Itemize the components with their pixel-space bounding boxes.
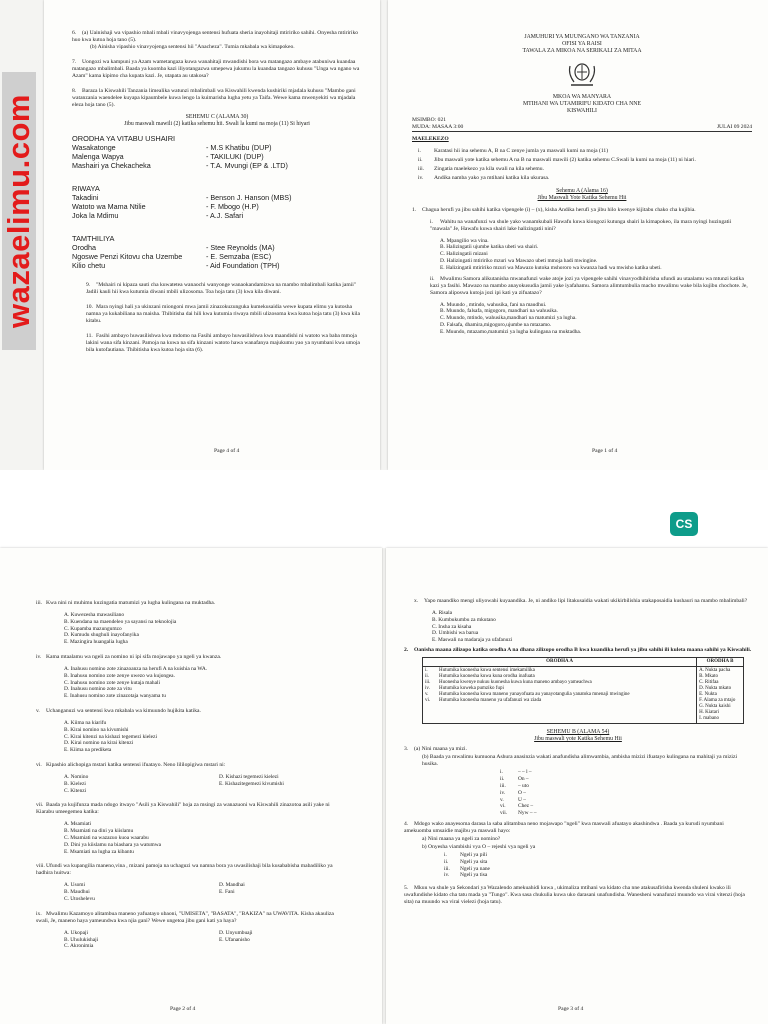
options-list bbox=[36, 930, 346, 950]
option: B. Kumbukumbu za mkutano bbox=[432, 616, 496, 623]
list-item: iv. O – bbox=[500, 789, 526, 796]
option: E. Muundo, mtazamo,matumizi ya lugha kulingana na muktadha. bbox=[440, 328, 582, 335]
instructions-heading: MAELEKEZO bbox=[412, 136, 449, 143]
exam-date: JULAI 09 2024 bbox=[716, 124, 752, 131]
book-row: Malenga Wapya - TAKILUKI (DUP) bbox=[72, 152, 264, 162]
option: A. Mpangilio wa vina. bbox=[440, 237, 489, 244]
option: E. Mazingira huangalia lugha bbox=[64, 639, 128, 646]
list-b-item: B. Mkato bbox=[699, 673, 718, 679]
list-item: iii. – uto bbox=[500, 782, 529, 789]
option: B. Kirai nomino na kivumishi bbox=[64, 726, 129, 733]
option: C. Kupamba mazungumzo bbox=[64, 625, 122, 632]
question-3b: (b) Baada ya mwalimu kumuona Ashura anasinzia wakati anafundisha alimwambia, ambisha mizizi ifuatayo kulingana na mahitaji ya mizizi husika. bbox=[422, 754, 738, 768]
matching-table bbox=[422, 657, 744, 724]
question-6b: (b) Ainisha vipashio vinavyojenga sentensi hii "Anacheza". Tumia mkabala wa kimapokeo. bbox=[90, 44, 295, 50]
option: B. Muundo, falsafa, migogoro, mandhari na wahusika. bbox=[440, 308, 558, 315]
option: E. Kishazitegemezi kivumishi bbox=[219, 780, 284, 787]
option: D. Unyumbuaji bbox=[219, 929, 253, 936]
list-b-item: I. mabano bbox=[699, 715, 720, 721]
table-header-a: ORODHA A bbox=[423, 657, 697, 666]
book-row: Wasakatonge - M.S Khatibu (DUP) bbox=[72, 143, 272, 153]
instruction-item: iv. Andika namba yako ya mtihani katika kila ukurasa. bbox=[418, 175, 550, 182]
book-row: Joka la Mdimu - A.J. Safari bbox=[72, 211, 244, 221]
table-row: vi. Hutumika kuonesha maneno ya ufafanuzi wa ziada bbox=[425, 697, 542, 703]
question-9: 9. "Mshairi ni kipaza sauti cha kuwatetea wanaochi wanyonge wanaokandamizwa na mambo mbalimbali katika jamii" Jadili kauli hii kwa kutumia diwani mbili ulizosoma. Toa hoja tatu (3) kwa kila diwani. bbox=[86, 282, 357, 296]
section-a-heading: Sehemu A (Alama 16) bbox=[556, 188, 608, 195]
ushairi-heading: ORODHA YA VITABU USHAIRI bbox=[72, 134, 176, 144]
book-row: Orodha - Stee Reynolds (MA) bbox=[72, 243, 275, 253]
option: D. Kirai nomino na kirai kitenzi bbox=[64, 740, 134, 747]
option: D. Halizingatii mtiririko mzuri wa Mawazo ubeti mmoja hadi mwingine. bbox=[440, 258, 598, 265]
header-region: MKOA WA MANYARA bbox=[552, 93, 612, 100]
section-b-heading: SEHEMU B (ALAMA 54) bbox=[546, 728, 610, 735]
options-list bbox=[412, 238, 752, 272]
option: A. Kiima na kiarifu bbox=[64, 719, 107, 726]
option: C. Msamiati na wazazuo kuoa waarabu bbox=[64, 834, 149, 841]
instruction-item: iii. Zingatia maelekezo ya kila swali na kila sehemu. bbox=[418, 166, 544, 173]
section-b-instructions: Jibu maswali yote Katika Sehemu Hii bbox=[534, 736, 622, 743]
option: C. Muundo, mtindo, wahusika,mandhari na matumizi ya lugha. bbox=[440, 315, 577, 322]
list-item: iv. Ngeli ya tisa bbox=[444, 872, 488, 879]
option: A. Nomino bbox=[64, 773, 89, 780]
option: A. Msamiati bbox=[64, 821, 91, 828]
question-8: 8. Baraza la Kiswahili Tanzania limealika watunzi mbalimbali wa Kiswahili kwenda kushiriki mjadala kuhusu "Mambo gani watanzania waendelee kuyapa kipaumbele kuwa lengo la kuimarisha lugha yetu ya Taifa. Wewe kama mwenyekiti wa mjadala eleza hoja tano (5). bbox=[72, 88, 356, 108]
option: A. Inahusu nomino zote zinazoanza na herufi A na kuishia na WA. bbox=[64, 665, 208, 672]
list-b-item: C. Ritifaa bbox=[699, 679, 719, 685]
question-1-vii: vii. Baada ya kujifunza mada ndogo itwayo "Asili ya Kiswahili" hoja za msingi za wanazuoni wa Kiswahili zinazotoa asili yake ni Kiarabu umeegemea katika: bbox=[36, 802, 330, 816]
question-1-iv: iv. Kama mtaalamu wa ngeli za nomino ni ipi sifa mojawapo ya ngeli ya kwanza. bbox=[36, 653, 222, 660]
options-list bbox=[36, 882, 346, 902]
option: C. Utoshelevu bbox=[64, 895, 95, 902]
options-list bbox=[412, 302, 752, 336]
list-item: ii. On – bbox=[500, 776, 529, 783]
option: B. Kuendana na maendeleo ya sayansi na teknolojia bbox=[64, 618, 177, 625]
book-row: Watoto wa Mama Ntilie - F. Mbogo (H.P) bbox=[72, 202, 259, 212]
exam-page-1 bbox=[388, 0, 768, 470]
table-row: v. Hutumika kuonesha kuwa maneno yanayofuata au yanayotangulia yanatoka mnenaji mwingine bbox=[425, 691, 630, 697]
option: D. Dini ya kiislamu na biashara ya watumwa bbox=[64, 841, 162, 848]
question-1-vi: vi. Kipashio alichopiga mstari katika sentensi ifuatayo. Neno lililopigiwa mstari ni: bbox=[36, 761, 226, 768]
option: B. Uhulukishaji bbox=[64, 936, 99, 943]
question-4: 4. Mdogo wako anayesoma darasa la saba alitambua neno mojawapo "ngeli" kwa maswali afuatayo akashindwa . Baada ya kurudi nyumbani amekuomba umsaidie majibu ya maswali hayo: bbox=[404, 820, 724, 834]
exam-meta bbox=[412, 124, 752, 132]
book-row: Ngoswe Penzi Kitovu cha Uzembe - E. Semzaba (ESC) bbox=[72, 252, 272, 262]
question-5: 5. Mkuu wa shule ya Sekondari ya Wazalendo amekuahidi kuwa , ukimaliza mtihani wa kidato cha nne atakusafirisha kwenda shuleni kwako ili uwafundishe kidato cha tatu mada ya "Tungo". Kwa sasa chukulia kuwa uko darasani unafundisha. Wanesheni wanafunzi muundo wa virai vitenzi (hoja sita) na muundo wa virai vielezi (hoja tatu). bbox=[404, 885, 745, 906]
exam-page-3 bbox=[386, 548, 768, 1024]
question-1-i: i. Wahitu na wanafunzi wa shule yako wanamkubali Hawafu kuwa kiongozi kutunga shairi la kimapokeo, ila mara nyingi huzingatii "mawala" Je, Hawafu kuwa shairi lake halizingatii nini? bbox=[430, 218, 732, 232]
list-b-item: H. Kiatari bbox=[699, 709, 720, 715]
option: B. Halizingatii ujumbe katika ubeti wa shairi. bbox=[440, 244, 539, 251]
options-list bbox=[36, 612, 346, 646]
exam-page-4 bbox=[44, 0, 380, 470]
option: C. Inahusu nomino zote zenye kutaja mahali bbox=[64, 679, 160, 686]
section-c-heading: SEHEMU C (ALAMA 30) bbox=[185, 114, 249, 120]
option: A. Ukopaji bbox=[64, 929, 88, 936]
option: E. Kiima na prediketa bbox=[64, 747, 112, 754]
question-1-viii: viii.Ufundi wa kupangilia maneno,vina , mizani pamoja na uchaguzi wa namna bora ya uwasilishaji bila kusababisha mabadiliko ya hadhira huitwa: bbox=[36, 863, 333, 877]
section-a-instructions: Jibu Maswali Yote Katika Sehemu Hii bbox=[537, 195, 627, 202]
option: D. Umbishi wa barua bbox=[432, 630, 479, 637]
question-1-ix: ix. Mwalimu Kazamoyo alitambua maneno yafuatayo ubaoni, "UMISETA", "BASATA", "BAKIZA" na UWAVITA. Kisha akauliza swali, Je, maneno haya yameundwa kwa njia gani? Wewe ungetoa jibu gani kati ya haya? bbox=[36, 910, 334, 924]
header-tamisemi: TAWALA ZA MIKOA NA SERIKALI ZA MITAA bbox=[522, 48, 642, 55]
watermark-banner bbox=[2, 72, 36, 350]
page-number: Page 1 of 4 bbox=[592, 448, 618, 454]
table-header-b: ORODHA B bbox=[697, 657, 744, 666]
option: C. Akronimia bbox=[64, 943, 94, 950]
options-list bbox=[36, 774, 346, 794]
question-1-x: x. Yapo maandiko mengi uliyowahi kuyaandika. Je, ni andiko lipi litakusaidia wakati ukikirbilishia utakaposaidia kushauri na mambo mbalimbali? bbox=[414, 598, 748, 604]
page-gap bbox=[0, 470, 768, 548]
list-b-item: G. Nukta kaishi bbox=[699, 703, 731, 709]
list-b-item: E. Nukta bbox=[699, 691, 717, 697]
options-list bbox=[36, 720, 346, 754]
exam-duration: MUDA: MASAA 3:00 bbox=[412, 124, 464, 131]
options-list bbox=[36, 666, 346, 700]
camscanner-badge: CS bbox=[670, 512, 698, 536]
instruction-item: i. Karatasi hii ina sehemu A, B na C zenye jumla ya maswali kumi na moja (11) bbox=[418, 148, 609, 155]
question-1-ii: ii. Mwalimu Samora alikutanisha mwanafunzi wake atoje jozi ya vipengele sahihi vinavyodhihirisha ufundi au utaalamu wa mtunzi katika kazi ya fasihi. Mawazo na mambo anayokusudia jamii yake iyafahamu. Samora alimtumbulia macho mwalimu wake bila kujibu chochote. Je, Samora aliposwa kutoja jozi ipi kati ya zifuatazo? bbox=[430, 275, 748, 296]
header-exam-name: MTIHANI WA UTAMIRIFU KIDATO CHA NNE bbox=[523, 100, 641, 107]
question-6a: (a) Uainishaji wa vipashio mbali mbali vinavyojenga sentensi hufuata sheria inayohitaji mtiririko sahihi. Onyesha mtiririko huo kwa kutoa hoja tano (5). bbox=[72, 30, 359, 43]
coat-of-arms-icon bbox=[412, 60, 752, 90]
option: B. Inahusu nomino zote zenye uwezo wa kujongea. bbox=[64, 672, 175, 679]
option: A. Usomi bbox=[64, 882, 85, 889]
roots-list bbox=[404, 769, 752, 817]
list-b-item: D. Nukta mkato bbox=[699, 685, 732, 691]
book-row: Takadini - Benson J. Hanson (MBS) bbox=[72, 193, 292, 203]
table-row: iv. Hutumika kuweka pumziko fupi bbox=[425, 685, 504, 691]
option: E. Msamiati na lugha za kibantu bbox=[64, 848, 134, 855]
book-row: Kilio chetu - Aid Foundation (TPH) bbox=[72, 261, 280, 271]
question-4a: a) Nini maana ya ngeli za nomino? bbox=[422, 835, 501, 842]
ngeli-list bbox=[404, 852, 752, 879]
book-row: Mashairi ya Chekacheka - T.A. Mvungi (EP & .LTD) bbox=[72, 161, 288, 171]
question-10: 10. Mara nyingi hali ya ukinzani miongoni mwa jamii zinazokuzunguka kumekusaidia wewe kupata elimu ya kutosha namna ya kukabiliana na maisha. Thibitisha dai hili kwa kutumia riwaya mbili ulizosoma kwa kutoa hoja tatu (3) kwa kila kitabu. bbox=[86, 304, 360, 325]
option: B. Kielezi bbox=[64, 780, 86, 787]
list-item: ii. Ngeli ya sita bbox=[444, 858, 488, 865]
question-7: 7. Uongozi wa kampuni ya Azam wametangaza kuwa wanahitaji mwandishi bora wa matangazo ambaye atabuniwa kuandaa matangazo mbalimbali. Baada ya kuomba kazi iliyotangazwa umepewa jukumu la kuandaa tangazo kuhusu "Unga wa ngano wa Azam" kama kipimo cha kupata kazi. Je, utapata au utakosa? bbox=[72, 59, 360, 79]
question-2: 2. Oanisha maana zilizopo katika orodha A na dhana zilizopo orodha B kwa kuandika herufi ya jibu sahihi ili kuleta maana sahihi ya Kiswahili. bbox=[404, 646, 752, 653]
option: C. Kirai kitenzi na kishazi tegemezi kielezi bbox=[64, 733, 157, 740]
option: E. Halizingatii mtiririko mzuri wa Mawazo kutoka mshororo wa kwanza hadi wa mwisho katika ubeti. bbox=[440, 264, 662, 271]
list-item: iii. Ngeli ya nane bbox=[444, 865, 490, 872]
list-item: vi. Chez – bbox=[500, 803, 534, 810]
option: D. Mandhai bbox=[219, 882, 245, 889]
instruction-item: ii. Jibu maswali yote katika sehemu A na B na maswali mawili (2) katika sehemu C.Swali la kumi na moja (11) ni hiari. bbox=[418, 157, 696, 164]
option: E. Maswali na madaraja ya ufafanuzi bbox=[432, 637, 513, 644]
option: D. Kishazi tegemezi kielezi bbox=[219, 773, 279, 780]
header-subject: KISWAHILI bbox=[567, 108, 597, 115]
option: B. Maudhui bbox=[64, 889, 90, 896]
option: A. Muundo , mtindo, wahusika, fani na maudhui. bbox=[440, 301, 547, 308]
header-office: OFISI YA RAISI bbox=[562, 41, 602, 48]
option: D. Inahusu nomino zote za vitu bbox=[64, 686, 132, 693]
options-list bbox=[404, 610, 752, 644]
header-republic: JAMUHURI YA MUUNGANO WA TANZANIA bbox=[524, 34, 640, 40]
option: E. Ufananisho bbox=[219, 936, 250, 943]
tamthiliya-heading: TAMTHILIYA bbox=[72, 234, 115, 244]
subject-code: MSIMBO: 021 bbox=[412, 117, 447, 124]
option: D. Kumudu shughuli inayofanyika bbox=[64, 632, 139, 639]
list-item: i. – – l – bbox=[500, 769, 532, 776]
question-1: 1. Chagua herufi ya jibu sahihi katika vipengele (i) – (x), kisha Andika herufi ya jibu hilo kwenye kijitabu chako cha kujibia. bbox=[412, 206, 696, 213]
question-3a: 3. (a) Nini maana ya mizi. bbox=[404, 746, 467, 753]
question-1-iii: iii. Kwa nini ni muhimu kuzingatia matumizi ya lugha kulingana na muktadha. bbox=[36, 600, 216, 606]
option: A. Risala bbox=[432, 610, 453, 616]
page-number: Page 3 of 4 bbox=[558, 1006, 584, 1012]
watermark-text: wazaelimu.com bbox=[1, 94, 36, 328]
page-number: Page 4 of 4 bbox=[214, 448, 240, 454]
table-row: iii. Huonesha kwenye nukuu kuonesha kuwa kuna maneno ambayo yameachwa bbox=[425, 679, 592, 685]
table-row: i. Hutumika kuonesha kuwa sentensi imekamilika bbox=[425, 667, 535, 673]
list-item: v. U – bbox=[500, 796, 526, 803]
section-c-instructions: Jibu maswali mawili (2) katika sehemu hii. Swali la kumi na moja (11) Si hiyari bbox=[124, 121, 310, 128]
option: C. Insha za kisaha bbox=[432, 623, 472, 630]
option: B. Msamiati na dini ya kiislamu bbox=[64, 828, 134, 835]
question-11: 11. Fasihi ambayo huwasilishwa kwa mdomo na Fasihi ambayo huwasilishwa kwa maandishi ni watoto wa baba mmoja lakini wana sifa kinzani. Pamoja na kuwa na sifa kinzani watoto hawa wanafanya majukumu yao ya nyumbani kwa umoja bila kutofautiana. Thibitisha kwa kutoa hoja sita (6). bbox=[86, 333, 360, 354]
list-item: vii. Nyw – – bbox=[500, 810, 537, 817]
question-6: 6. (a) Uainishaji wa vipashio mbali mbali vinavyojenga sentensi hufuata sheria inayohitaji mtiririko sahihi. Onyesha mtiririko huo kwa kutoa hoja tano (5). (b) Ainisha vipashio vinavyojenga sentensi hii "Anacheza". Tumia mkabala wa kimapokeo. bbox=[72, 30, 362, 51]
list-b-item: F. Alama za mtajo bbox=[699, 697, 736, 703]
list-item: i. Ngeli ya pili bbox=[444, 851, 487, 858]
page-number: Page 2 of 4 bbox=[170, 1006, 196, 1012]
option: C. Kitenzi bbox=[64, 787, 87, 794]
question-1-v: v. Uchanganuzi wa sentensi kwa mkabala wa kimuundo hujikita katika. bbox=[36, 707, 201, 714]
option: C. Halizingatii mizani bbox=[440, 251, 488, 258]
option: D. Falsafa, dhamira,migogoro,ujumbe na mtazamo. bbox=[440, 322, 552, 328]
option: E. Fani bbox=[219, 889, 235, 896]
list-b-item: A. Nukta pacha bbox=[699, 667, 731, 673]
question-4b: b) Onyesha viambishi vya O – rejeshi vya ngeli ya bbox=[422, 843, 536, 850]
riwaya-heading: RIWAYA bbox=[72, 184, 100, 194]
table-row: ii. Hutumika kuonesha kuwa kuna orodha inafuata bbox=[425, 673, 535, 679]
options-list bbox=[36, 821, 346, 855]
option: E. Inahusu nomino zote zinazotaja wanyama tu bbox=[64, 693, 166, 700]
option: A. Kuwezesha mawasiliano bbox=[64, 612, 125, 618]
exam-page-2 bbox=[0, 548, 382, 1024]
